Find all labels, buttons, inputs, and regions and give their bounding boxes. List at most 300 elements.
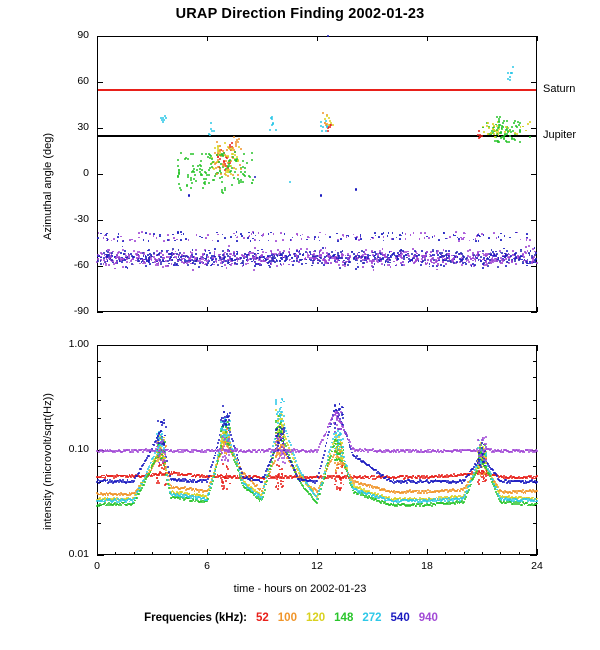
azimuth-data-point bbox=[515, 263, 517, 265]
azimuth-y-tick bbox=[531, 312, 537, 313]
intensity-data-point bbox=[513, 500, 515, 502]
azimuth-data-point bbox=[232, 174, 234, 176]
azimuth-x-tick bbox=[317, 36, 318, 41]
azimuth-data-point bbox=[495, 255, 497, 257]
intensity-data-point bbox=[452, 500, 454, 502]
azimuth-data-point bbox=[327, 130, 329, 132]
azimuth-data-point bbox=[372, 237, 374, 239]
intensity-data-point bbox=[475, 472, 477, 474]
azimuth-data-point bbox=[458, 240, 460, 242]
azimuth-data-point bbox=[188, 194, 190, 196]
azimuth-data-point bbox=[199, 260, 201, 262]
azimuth-data-point bbox=[405, 254, 407, 256]
azimuth-data-point bbox=[232, 156, 234, 158]
azimuth-data-point bbox=[234, 262, 236, 264]
intensity-data-point bbox=[120, 504, 122, 506]
azimuth-data-point bbox=[331, 251, 333, 253]
page-title: URAP Direction Finding 2002-01-23 bbox=[175, 6, 425, 22]
intensity-y-minor-tick bbox=[97, 400, 101, 401]
azimuth-y-tick bbox=[97, 174, 103, 175]
azimuth-data-point bbox=[306, 239, 308, 241]
intensity-data-point bbox=[232, 440, 234, 442]
azimuth-data-point bbox=[420, 264, 422, 266]
intensity-data-point bbox=[269, 461, 271, 463]
azimuth-data-point bbox=[520, 250, 522, 252]
azimuth-data-point bbox=[230, 253, 232, 255]
azimuth-data-point bbox=[282, 252, 284, 254]
intensity-data-point bbox=[331, 477, 333, 479]
intensity-data-point bbox=[465, 496, 467, 498]
azimuth-data-point bbox=[145, 232, 147, 234]
azimuth-data-point bbox=[487, 258, 489, 260]
intensity-data-point bbox=[206, 481, 208, 483]
azimuth-data-point bbox=[395, 255, 397, 257]
azimuth-data-point bbox=[309, 257, 311, 259]
intensity-data-point bbox=[213, 457, 215, 459]
intensity-data-point bbox=[144, 476, 146, 478]
azimuth-data-point bbox=[97, 237, 99, 239]
azimuth-data-point bbox=[180, 152, 182, 154]
azimuth-data-point bbox=[322, 112, 324, 114]
azimuth-data-point bbox=[298, 261, 300, 263]
azimuth-data-point bbox=[124, 250, 126, 252]
azimuth-data-point bbox=[497, 266, 499, 268]
azimuth-data-point bbox=[315, 257, 317, 259]
azimuth-data-point bbox=[220, 173, 222, 175]
azimuth-data-point bbox=[467, 259, 469, 261]
azimuth-data-point bbox=[369, 260, 371, 262]
azimuth-data-point bbox=[195, 249, 197, 251]
azimuth-data-point bbox=[272, 122, 274, 124]
azimuth-data-point bbox=[143, 239, 145, 241]
intensity-data-point bbox=[143, 479, 145, 481]
intensity-data-point bbox=[294, 469, 296, 471]
azimuth-y-tick bbox=[97, 128, 103, 129]
azimuth-data-point bbox=[434, 235, 436, 237]
azimuth-data-point bbox=[381, 263, 383, 265]
legend-item-52: 52 bbox=[255, 612, 269, 624]
intensity-data-point bbox=[169, 475, 171, 477]
intensity-x-minor-tick bbox=[335, 552, 336, 555]
azimuth-data-point bbox=[355, 188, 357, 190]
intensity-data-point bbox=[201, 481, 203, 483]
intensity-data-point bbox=[296, 464, 298, 466]
azimuth-data-point bbox=[400, 255, 402, 257]
intensity-data-point bbox=[211, 464, 213, 466]
azimuth-data-point bbox=[122, 266, 124, 268]
azimuth-data-point bbox=[453, 234, 455, 236]
intensity-data-point bbox=[266, 480, 268, 482]
azimuth-data-point bbox=[181, 254, 183, 256]
azimuth-data-point bbox=[478, 254, 480, 256]
intensity-data-point bbox=[286, 453, 288, 455]
azimuth-data-point bbox=[228, 245, 230, 247]
azimuth-data-point bbox=[247, 237, 249, 239]
azimuth-data-point bbox=[492, 123, 494, 125]
azimuth-data-point bbox=[358, 239, 360, 241]
azimuth-data-point bbox=[279, 260, 281, 262]
intensity-data-point bbox=[264, 489, 266, 491]
intensity-data-point bbox=[317, 476, 319, 478]
azimuth-data-point bbox=[271, 118, 273, 120]
intensity-data-point bbox=[167, 479, 169, 481]
azimuth-data-point bbox=[402, 250, 404, 252]
azimuth-x-tick bbox=[537, 36, 538, 41]
azimuth-data-point bbox=[141, 231, 143, 233]
azimuth-data-point bbox=[340, 238, 342, 240]
azimuth-data-point bbox=[307, 254, 309, 256]
azimuth-data-point bbox=[177, 231, 179, 233]
azimuth-y-tick bbox=[97, 312, 103, 313]
azimuth-data-point bbox=[442, 261, 444, 263]
azimuth-data-point bbox=[326, 125, 328, 127]
intensity-data-point bbox=[138, 472, 140, 474]
azimuth-data-point bbox=[227, 250, 229, 252]
intensity-data-point bbox=[208, 492, 210, 494]
intensity-data-point bbox=[330, 455, 332, 457]
azimuth-data-point bbox=[392, 238, 394, 240]
azimuth-data-point bbox=[111, 259, 113, 261]
intensity-x-minor-tick bbox=[372, 552, 373, 555]
azimuth-data-point bbox=[439, 252, 441, 254]
intensity-data-point bbox=[266, 474, 268, 476]
azimuth-data-point bbox=[384, 254, 386, 256]
azimuth-data-point bbox=[498, 121, 500, 123]
azimuth-data-point bbox=[340, 251, 342, 253]
intensity-data-point bbox=[213, 473, 215, 475]
azimuth-data-point bbox=[135, 253, 137, 255]
azimuth-data-point bbox=[208, 174, 210, 176]
azimuth-data-point bbox=[173, 237, 175, 239]
azimuth-data-point bbox=[192, 262, 194, 264]
intensity-x-tick bbox=[537, 549, 538, 555]
intensity-data-point bbox=[346, 465, 348, 467]
intensity-data-point bbox=[142, 464, 144, 466]
intensity-x-minor-tick bbox=[244, 552, 245, 555]
intensity-x-tick bbox=[97, 549, 98, 555]
azimuth-data-point bbox=[223, 257, 225, 259]
azimuth-data-point bbox=[422, 260, 424, 262]
azimuth-data-point bbox=[274, 261, 276, 263]
azimuth-data-point bbox=[178, 254, 180, 256]
azimuth-data-point bbox=[493, 232, 495, 234]
azimuth-data-point bbox=[121, 261, 123, 263]
azimuth-data-point bbox=[413, 255, 415, 257]
azimuth-data-point bbox=[187, 264, 189, 266]
azimuth-data-point bbox=[357, 266, 359, 268]
azimuth-data-point bbox=[180, 231, 182, 233]
intensity-x-tick-label: 24 bbox=[531, 560, 543, 572]
azimuth-data-point bbox=[190, 256, 192, 258]
intensity-data-point bbox=[516, 492, 518, 494]
azimuth-data-point bbox=[190, 177, 192, 179]
azimuth-data-point bbox=[428, 237, 430, 239]
azimuth-data-point bbox=[500, 239, 502, 241]
intensity-x-minor-tick bbox=[299, 552, 300, 555]
intensity-data-point bbox=[321, 482, 323, 484]
intensity-data-point bbox=[167, 466, 169, 468]
azimuth-data-point bbox=[233, 251, 235, 253]
azimuth-data-point bbox=[505, 255, 507, 257]
azimuth-data-point bbox=[381, 233, 383, 235]
azimuth-data-point bbox=[217, 240, 219, 242]
azimuth-data-point bbox=[276, 254, 278, 256]
azimuth-data-point bbox=[207, 256, 209, 258]
azimuth-data-point bbox=[293, 260, 295, 262]
azimuth-data-point bbox=[244, 256, 246, 258]
azimuth-data-point bbox=[437, 264, 439, 266]
azimuth-data-point bbox=[259, 263, 261, 265]
azimuth-data-point bbox=[191, 171, 193, 173]
azimuth-x-tick bbox=[427, 36, 428, 41]
azimuth-data-point bbox=[160, 263, 162, 265]
azimuth-data-point bbox=[525, 246, 527, 248]
intensity-x-tick-label: 0 bbox=[94, 560, 100, 572]
intensity-x-minor-tick bbox=[280, 552, 281, 555]
azimuth-data-point bbox=[280, 232, 282, 234]
azimuth-data-point bbox=[432, 249, 434, 251]
azimuth-data-point bbox=[341, 257, 343, 259]
intensity-x-minor-tick bbox=[170, 552, 171, 555]
intensity-x-minor-tick bbox=[500, 552, 501, 555]
intensity-data-point bbox=[319, 493, 321, 495]
azimuth-data-point bbox=[240, 181, 242, 183]
azimuth-data-point bbox=[207, 156, 209, 158]
intensity-data-point bbox=[468, 474, 470, 476]
intensity-data-point bbox=[244, 473, 246, 475]
azimuth-data-point bbox=[448, 255, 450, 257]
intensity-data-point bbox=[140, 489, 142, 491]
intensity-data-point bbox=[140, 468, 142, 470]
azimuth-data-point bbox=[458, 238, 460, 240]
azimuth-data-point bbox=[184, 158, 186, 160]
azimuth-data-point bbox=[225, 160, 227, 162]
intensity-y-minor-tick bbox=[97, 466, 101, 467]
intensity-x-minor-tick bbox=[390, 552, 391, 555]
intensity-x-tick bbox=[207, 345, 208, 351]
azimuth-data-point bbox=[474, 264, 476, 266]
azimuth-data-point bbox=[432, 265, 434, 267]
azimuth-data-point bbox=[364, 257, 366, 259]
azimuth-data-point bbox=[234, 171, 236, 173]
azimuth-data-point bbox=[346, 236, 348, 238]
azimuth-data-point bbox=[237, 178, 239, 180]
azimuth-data-point bbox=[167, 265, 169, 267]
intensity-data-point bbox=[324, 471, 326, 473]
azimuth-y-tick bbox=[97, 266, 103, 267]
azimuth-data-point bbox=[382, 258, 384, 260]
azimuth-data-point bbox=[157, 259, 159, 261]
intensity-data-point bbox=[133, 480, 135, 482]
legend-item-120: 120 bbox=[305, 612, 326, 624]
intensity-data-point bbox=[249, 479, 251, 481]
azimuth-data-point bbox=[366, 261, 368, 263]
intensity-y-minor-tick bbox=[97, 361, 101, 362]
azimuth-data-point bbox=[191, 252, 193, 254]
intensity-data-point bbox=[148, 455, 150, 457]
intensity-data-point bbox=[406, 482, 408, 484]
intensity-data-point bbox=[146, 457, 148, 459]
intensity-x-minor-tick bbox=[207, 552, 208, 555]
intensity-data-point bbox=[423, 492, 425, 494]
azimuth-data-point bbox=[166, 256, 168, 258]
intensity-x-minor-tick bbox=[519, 552, 520, 555]
azimuth-data-point bbox=[494, 136, 496, 138]
azimuth-data-point bbox=[243, 237, 245, 239]
intensity-data-point bbox=[444, 500, 446, 502]
azimuth-data-point bbox=[526, 237, 528, 239]
azimuth-data-point bbox=[526, 233, 528, 235]
azimuth-data-point bbox=[254, 247, 256, 249]
azimuth-data-point bbox=[529, 239, 531, 241]
azimuth-data-point bbox=[268, 261, 270, 263]
azimuth-data-point bbox=[179, 187, 181, 189]
intensity-data-point bbox=[470, 480, 472, 482]
azimuth-data-point bbox=[529, 136, 531, 138]
intensity-data-point bbox=[256, 484, 258, 486]
azimuth-data-point bbox=[430, 251, 432, 253]
azimuth-data-point bbox=[292, 264, 294, 266]
azimuth-data-point bbox=[242, 181, 244, 183]
azimuth-data-point bbox=[193, 171, 195, 173]
azimuth-data-point bbox=[327, 255, 329, 257]
azimuth-data-point bbox=[252, 238, 254, 240]
azimuth-data-point bbox=[478, 240, 480, 242]
intensity-data-point bbox=[230, 434, 232, 436]
azimuth-data-point bbox=[224, 264, 226, 266]
azimuth-data-point bbox=[329, 236, 331, 238]
azimuth-data-point bbox=[282, 239, 284, 241]
intensity-data-point bbox=[521, 504, 523, 506]
azimuth-data-point bbox=[211, 259, 213, 261]
azimuth-data-point bbox=[236, 257, 238, 259]
azimuth-data-point bbox=[509, 76, 511, 78]
azimuth-data-point bbox=[103, 257, 105, 259]
azimuth-data-point bbox=[236, 240, 238, 242]
intensity-data-point bbox=[292, 465, 294, 467]
azimuth-data-point bbox=[499, 260, 501, 262]
intensity-y-minor-tick bbox=[533, 523, 537, 524]
azimuth-data-point bbox=[244, 167, 246, 169]
intensity-data-point bbox=[141, 483, 143, 485]
intensity-data-point bbox=[236, 454, 238, 456]
intensity-y-minor-tick bbox=[97, 377, 101, 378]
azimuth-data-point bbox=[360, 238, 362, 240]
azimuth-data-point bbox=[477, 234, 479, 236]
azimuth-data-point bbox=[529, 262, 531, 264]
azimuth-data-point bbox=[195, 253, 197, 255]
intensity-data-point bbox=[141, 487, 143, 489]
azimuth-data-point bbox=[478, 130, 480, 132]
azimuth-y-tick bbox=[97, 82, 103, 83]
azimuth-x-tick bbox=[97, 307, 98, 312]
azimuth-data-point bbox=[432, 257, 434, 259]
azimuth-data-point bbox=[438, 239, 440, 241]
intensity-x-minor-tick bbox=[262, 552, 263, 555]
azimuth-data-point bbox=[442, 255, 444, 257]
legend-item-100: 100 bbox=[277, 612, 297, 624]
intensity-data-point bbox=[316, 480, 318, 482]
azimuth-data-point bbox=[240, 233, 242, 235]
azimuth-data-point bbox=[427, 259, 429, 261]
azimuth-data-point bbox=[108, 257, 110, 259]
azimuth-data-point bbox=[331, 257, 333, 259]
azimuth-data-point bbox=[97, 260, 99, 262]
azimuth-y-tick-label: 90 bbox=[77, 29, 89, 41]
intensity-y-minor-tick bbox=[97, 523, 101, 524]
intensity-data-point bbox=[322, 457, 324, 459]
azimuth-data-point bbox=[233, 233, 235, 235]
intensity-data-point bbox=[321, 461, 323, 463]
intensity-data-point bbox=[136, 475, 138, 477]
azimuth-data-point bbox=[289, 254, 291, 256]
intensity-data-point bbox=[139, 487, 141, 489]
intensity-data-point bbox=[345, 477, 347, 479]
intensity-data-point bbox=[521, 500, 523, 502]
azimuth-data-point bbox=[253, 232, 255, 234]
azimuth-data-point bbox=[508, 259, 510, 261]
azimuth-data-point bbox=[443, 265, 445, 267]
azimuth-data-point bbox=[445, 238, 447, 240]
azimuth-data-point bbox=[134, 240, 136, 242]
azimuth-data-point bbox=[232, 147, 234, 149]
intensity-y-minor-tick bbox=[533, 400, 537, 401]
intensity-y-tick-label: 0.10 bbox=[68, 443, 89, 455]
intensity-data-point bbox=[165, 469, 167, 471]
azimuth-data-point bbox=[330, 262, 332, 264]
azimuth-data-point bbox=[487, 265, 489, 267]
azimuth-data-point bbox=[125, 255, 127, 257]
azimuth-y-tick-label: -90 bbox=[73, 305, 89, 317]
azimuth-data-point bbox=[187, 256, 189, 258]
azimuth-data-point bbox=[371, 265, 373, 267]
azimuth-data-point bbox=[242, 160, 244, 162]
azimuth-data-point bbox=[103, 237, 105, 239]
azimuth-data-point bbox=[108, 264, 110, 266]
azimuth-data-point bbox=[397, 258, 399, 260]
intensity-data-point bbox=[511, 492, 513, 494]
azimuth-data-point bbox=[187, 158, 189, 160]
azimuth-data-point bbox=[165, 260, 167, 262]
intensity-data-point bbox=[314, 482, 316, 484]
azimuth-data-point bbox=[149, 253, 151, 255]
azimuth-data-point bbox=[440, 264, 442, 266]
intensity-data-point bbox=[492, 479, 494, 481]
azimuth-data-point bbox=[174, 256, 176, 258]
azimuth-data-point bbox=[509, 237, 511, 239]
intensity-x-minor-tick bbox=[464, 552, 465, 555]
azimuth-data-point bbox=[420, 232, 422, 234]
azimuth-data-point bbox=[252, 256, 254, 258]
azimuth-data-point bbox=[250, 240, 252, 242]
azimuth-data-point bbox=[236, 263, 238, 265]
azimuth-data-point bbox=[289, 181, 291, 183]
azimuth-data-point bbox=[131, 263, 133, 265]
intensity-data-point bbox=[472, 468, 474, 470]
reference-line-label-jupiter: Jupiter bbox=[543, 128, 577, 141]
azimuth-data-point bbox=[449, 236, 451, 238]
azimuth-data-point bbox=[180, 239, 182, 241]
azimuth-data-point bbox=[498, 126, 500, 128]
azimuth-data-point bbox=[475, 240, 477, 242]
intensity-data-point bbox=[209, 470, 211, 472]
azimuth-data-point bbox=[492, 128, 494, 130]
azimuth-data-point bbox=[185, 238, 187, 240]
azimuth-data-point bbox=[164, 115, 166, 117]
azimuth-data-point bbox=[426, 236, 428, 238]
intensity-data-point bbox=[143, 484, 145, 486]
azimuth-data-point bbox=[514, 132, 516, 134]
